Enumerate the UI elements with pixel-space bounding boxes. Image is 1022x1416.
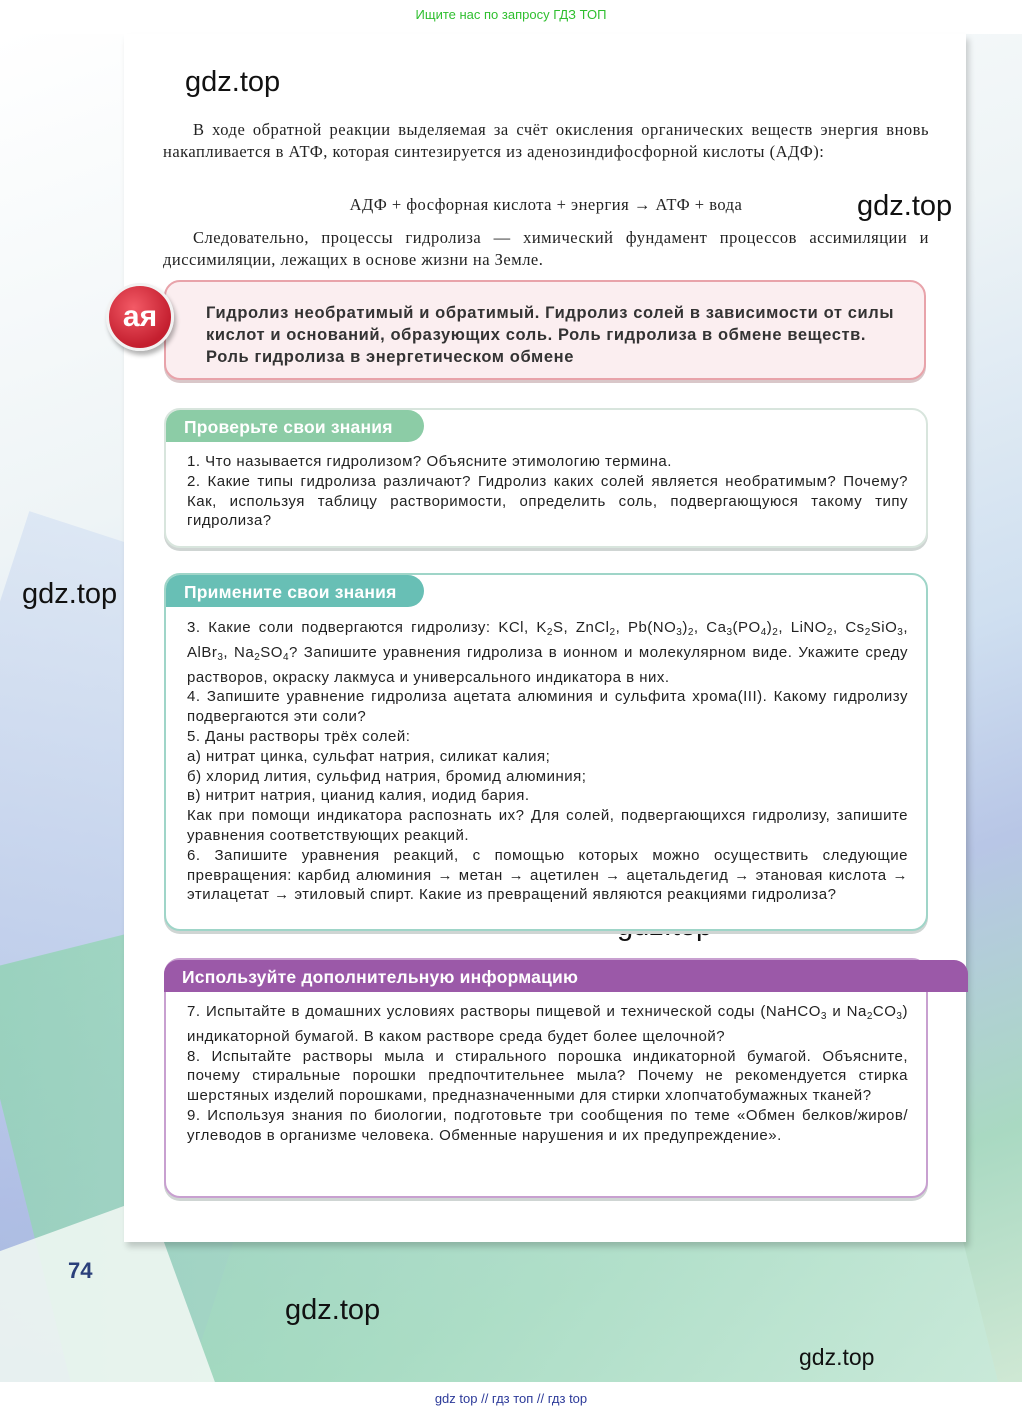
question-5-end: Как при помощи индикатора распознать их? Для солей, подвергающихся гидролизу, запишите уравнения соответствующих реакций.	[187, 807, 908, 844]
key-terms-badge-icon	[106, 283, 174, 351]
page-number: 74	[68, 1258, 93, 1283]
check-questions	[187, 452, 908, 531]
question-8: 8. Испытайте растворы мыла и стирального порошка индикаторной бумагой. Объясните, почему стиральные порошки предпочтительнее мыла? Почему не рекомендуется стирка шерстяных изделий порошками, предназначенными для стирки хлопчатобумажных тканей?	[187, 1047, 908, 1105]
check-knowledge-box	[164, 408, 928, 548]
question-5c: в) нитрит натрия, цианид калия, иодид бария.	[187, 787, 530, 805]
watermark: gdz.top	[22, 578, 118, 610]
question-2: 2. Какие типы гидролиза различают? Гидролиз каких солей является необратимым? Почему? Как, используя таблицу растворимости, определить соль, подвергающуюся такому типу гидролиза?	[187, 472, 908, 530]
watermark: gdz.top	[857, 190, 953, 222]
check-knowledge-title: Проверьте свои знания	[166, 410, 424, 442]
question-3: 3. Какие соли подвергаются гидролизу: KCl, $K_2S$, ZnCl$_2$, $Pb(NO_3)_2$, $Ca_3(PO_4)_2$, LiNO$_2$, $Cs_2SiO_3$, AlBr$_3$, $Na_2SO_4$? Запишите уравнения гидролиза в ионном и молекулярном виде. Укажите среду растворов, окраску лакмуса и универсального индикатора в них.	[187, 619, 908, 686]
key-terms-text: Гидролиз необратимый и обратимый. Гидролиз солей в зависимости от силы кислот и оснований, образующих соль. Роль гидролиза в обмене веществ. Роль гидролиза в энергетическом обмене	[206, 304, 895, 366]
question-4: 4. Запишите уравнение гидролиза ацетата алюминия и сульфита хрома(III). Какому гидролизу подвергаются эти соли?	[187, 688, 908, 726]
apply-questions	[187, 618, 908, 905]
extra-questions	[187, 1002, 908, 1146]
apply-knowledge-box	[164, 573, 928, 931]
question-5: 5. Даны растворы трёх солей:	[187, 727, 411, 745]
extra-info-box	[164, 958, 928, 1198]
key-terms-box	[164, 280, 926, 380]
question-5b: б) хлорид лития, сульфид натрия, бромид алюминия;	[187, 767, 587, 785]
search-notice[interactable]: Ищите нас по запросу ГДЗ ТОП	[415, 7, 607, 22]
question-1: 1. Что называется гидролизом? Объясните этимологию термина.	[187, 453, 672, 470]
apply-knowledge-title: Примените свои знания	[166, 575, 424, 607]
conclusion-paragraph: Следовательно, процессы гидролиза — химический фундамент процессов ассимиляции и диссимиляции, лежащих в основе жизни на Земле.	[163, 228, 929, 269]
atp-formula: АДФ + фосфорная кислота + энергия → АТФ + вода	[349, 195, 743, 214]
top-notice-bar	[0, 0, 1022, 34]
watermark: gdz.top	[185, 66, 281, 98]
question-7: 7. Испытайте в домашних условиях растворы пищевой и технической соды (NaHCO$_3$ и $Na_2CO_3$) индикаторной бумагой. В каком растворе среда будет более щелочной?	[187, 1003, 908, 1045]
question-6: 6. Запишите уравнения реакций, с помощью которых можно осуществить следующие превращения: карбид алюминия → метан → ацетилен → ацетальдегид → этановая кислота → этилацетат → этиловый спирт. Какие из превращений являются реакциями гидролиза?	[187, 846, 908, 904]
question-5a: а) нитрат цинка, сульфат натрия, силикат калия;	[187, 747, 551, 765]
intro-paragraph: В ходе обратной реакции выделяемая за счёт окисления органических веществ энергия вновь накапливается в АТФ, которая синтезируется из аденозиндифосфорной кислоты (АДФ):	[163, 120, 929, 161]
footer-bar	[0, 1382, 1022, 1416]
badge-label: ая	[122, 300, 158, 333]
watermark: gdz.top	[799, 1344, 875, 1370]
watermark: gdz.top	[285, 1294, 381, 1326]
question-9: 9. Используя знания по биологии, подготовьте три сообщения по теме «Обмен белков/жиров/углеводов в организме человека. Обменные нарушения и их предупреждение».	[187, 1106, 908, 1144]
footer-links[interactable]: gdz top // гдз топ // гдз top	[434, 1391, 588, 1406]
extra-info-title: Используйте дополнительную информацию	[164, 960, 968, 992]
